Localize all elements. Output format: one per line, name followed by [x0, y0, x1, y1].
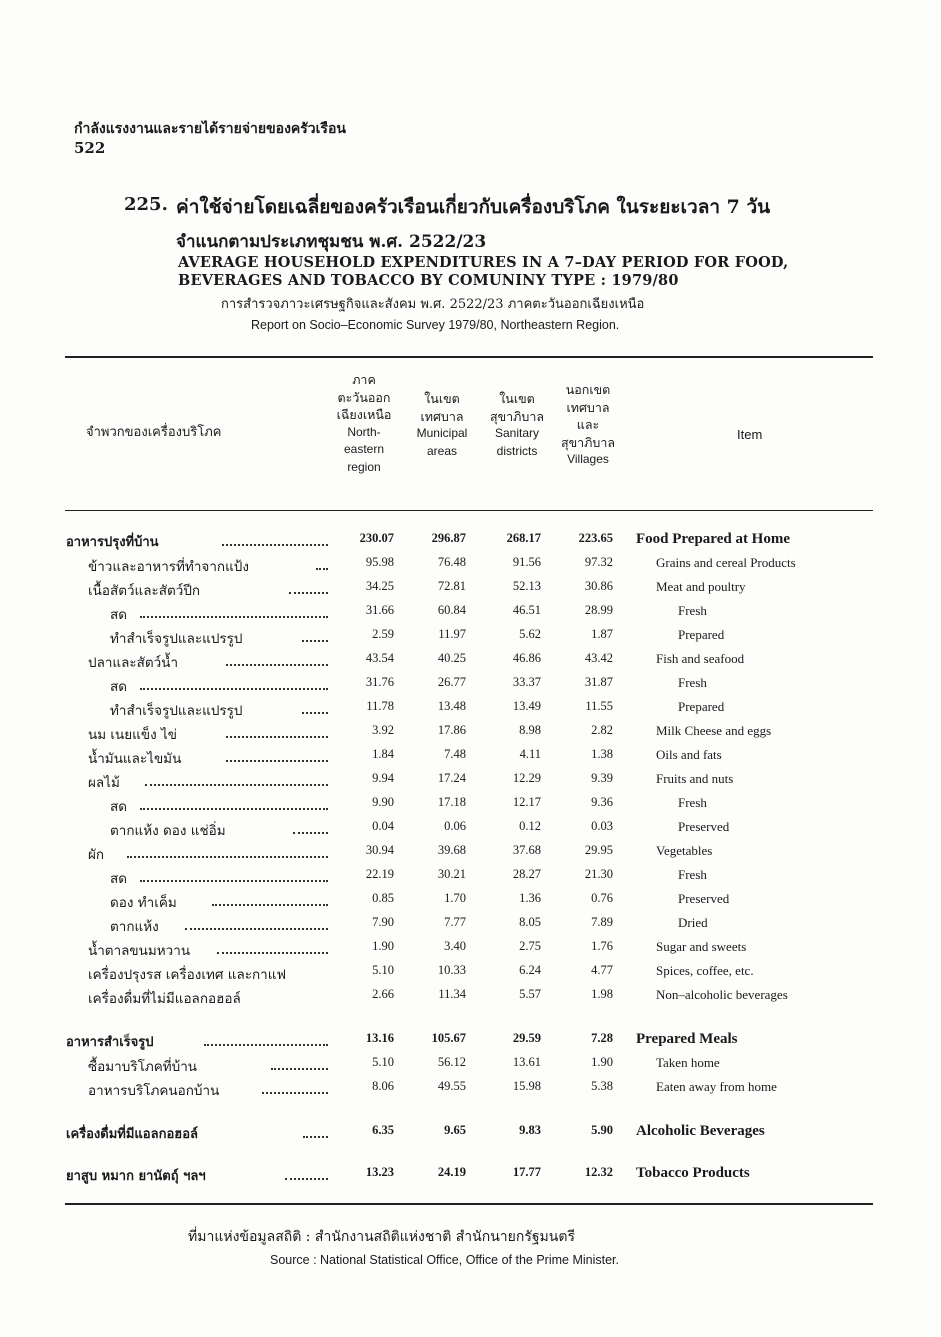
- column-header-northeast: [330, 371, 398, 476]
- cell-value: 12.32: [584, 1165, 613, 1179]
- cell-value: 9.83: [519, 1123, 541, 1137]
- cell-value: 28.27: [512, 867, 541, 881]
- row-label-english: Preserved: [678, 819, 730, 834]
- column-header-municipal-thai-1: ในเขต: [424, 391, 460, 406]
- row-label-thai: เนื้อสัตว์และสัตว์ปีก: [88, 583, 201, 599]
- table-row: [0, 1165, 941, 1189]
- table-top-rule: [65, 356, 873, 358]
- leader-dots: [212, 904, 328, 906]
- cell-value: 5.10: [372, 963, 394, 977]
- cell-value: 49.55: [437, 1079, 466, 1093]
- table-row: [0, 819, 941, 843]
- cell-value: 0.04: [372, 819, 394, 833]
- cell-value: 7.48: [444, 747, 466, 761]
- row-label-thai: ซื้อมาบริโภคที่บ้าน: [88, 1059, 198, 1075]
- survey-name-thai: การสำรวจภาวะเศรษฐกิจและสังคม พ.ศ. 2522/23 ภาคตะวันออกเฉียงเหนือ: [221, 297, 645, 312]
- row-label-thai: สด: [110, 607, 128, 623]
- cell-value: 13.49: [512, 699, 541, 713]
- cell-value: 8.06: [372, 1079, 394, 1093]
- row-label-english: Fresh: [678, 795, 707, 810]
- cell-value: 17.77: [512, 1165, 541, 1179]
- cell-value: 230.07: [359, 531, 394, 545]
- cell-value: 223.65: [578, 531, 613, 545]
- cell-value: 11.78: [366, 699, 394, 713]
- table-row: [0, 603, 941, 627]
- row-label-thai: ตากแห้ง ดอง แช่อิ่ม: [110, 823, 226, 839]
- cell-value: 5.90: [591, 1123, 613, 1137]
- cell-value: 11.34: [438, 987, 466, 1001]
- table-row: [0, 1031, 941, 1055]
- row-label-thai: เครื่องดื่มที่มีแอลกอฮอล์: [66, 1127, 198, 1142]
- table-row: [0, 771, 941, 795]
- cell-value: 296.87: [431, 531, 466, 545]
- cell-value: 1.98: [591, 987, 613, 1001]
- row-label-thai: ปลาและสัตว์น้ำ: [88, 655, 179, 671]
- table-row: [0, 747, 941, 771]
- table-title-english-line1: AVERAGE HOUSEHOLD EXPENDITURES IN A 7–DAY PERIOD FOR FOOD,: [178, 254, 789, 271]
- row-label-english: Spices, coffee, etc.: [656, 963, 754, 978]
- row-label-english: Food Prepared at Home: [636, 531, 791, 547]
- row-label-english: Prepared: [678, 627, 725, 642]
- column-header-northeast-english-3: region: [347, 459, 381, 474]
- column-header-northeast-english-2: eastern: [343, 442, 385, 456]
- row-label-thai: สด: [110, 679, 128, 695]
- leader-dots: [204, 1044, 328, 1046]
- table-row: [0, 987, 941, 1011]
- column-header-sanitary-english-2: districts: [496, 443, 538, 458]
- row-label-english: Meat and poultry: [656, 579, 746, 594]
- row-label-english: Oils and fats: [656, 747, 722, 762]
- cell-value: 0.12: [519, 819, 541, 833]
- table-row: [0, 651, 941, 675]
- cell-value: 34.25: [365, 579, 394, 593]
- column-header-villages-thai-4: สุขาภิบาล: [560, 434, 616, 450]
- row-label-thai: น้ำตาลขนมหวาน: [88, 943, 191, 959]
- cell-value: 5.10: [372, 1055, 394, 1069]
- cell-value: 10.33: [437, 963, 466, 977]
- leader-dots: [140, 616, 328, 618]
- cell-value: 17.86: [437, 723, 466, 737]
- leader-dots: [262, 1092, 328, 1094]
- row-label-english: Dried: [678, 915, 708, 930]
- leader-dots: [285, 1178, 328, 1180]
- row-label-thai: ตากแห้ง: [110, 919, 159, 935]
- leader-dots: [145, 784, 328, 786]
- cell-value: 13.48: [437, 699, 466, 713]
- row-label-thai: เครื่องดื่มที่ไม่มีแอลกอฮอล์: [88, 991, 241, 1007]
- book-title: กำลังแรงงานและรายได้รายจ่ายของครัวเรือน: [74, 121, 346, 137]
- leader-dots: [226, 736, 328, 738]
- row-label-thai: ผลไม้: [88, 775, 120, 791]
- row-label-thai: สด: [110, 799, 128, 815]
- cell-value: 7.28: [591, 1031, 613, 1045]
- row-label-thai: อาหารบริโภคนอกบ้าน: [88, 1083, 220, 1099]
- table-row: [0, 963, 941, 987]
- cell-value: 3.40: [444, 939, 466, 953]
- cell-value: 9.90: [372, 795, 394, 809]
- cell-value: 31.76: [365, 675, 394, 689]
- header-bottom-rule: [65, 510, 873, 511]
- cell-value: 1.70: [444, 891, 466, 905]
- cell-value: 95.98: [365, 555, 394, 569]
- row-label-english: Preserved: [678, 891, 730, 906]
- cell-value: 76.48: [437, 555, 466, 569]
- cell-value: 31.66: [365, 603, 394, 617]
- source-note-thai: ที่มาแห่งข้อมูลสถิติ : สำนักงานสถิติแห่งชาติ สำนักนายกรัฐมนตรี: [188, 1229, 575, 1245]
- cell-value: 2.82: [591, 723, 613, 737]
- cell-value: 7.89: [591, 915, 613, 929]
- table-row: [0, 795, 941, 819]
- cell-value: 26.77: [437, 675, 466, 689]
- column-header-sanitary-thai-2: สุขาภิบาล: [489, 408, 545, 424]
- cell-value: 7.77: [444, 915, 466, 929]
- row-label-thai: อาหารปรุงที่บ้าน: [66, 535, 159, 550]
- cell-value: 13.16: [365, 1031, 394, 1045]
- leader-dots: [185, 928, 328, 930]
- cell-value: 8.05: [519, 915, 541, 929]
- row-label-english: Tobacco Products: [636, 1165, 750, 1181]
- cell-value: 60.84: [437, 603, 466, 617]
- cell-value: 56.12: [437, 1055, 466, 1069]
- table-bottom-rule: [65, 1203, 873, 1205]
- cell-value: 11.97: [438, 627, 466, 641]
- cell-value: 40.25: [437, 651, 466, 665]
- cell-value: 39.68: [437, 843, 466, 857]
- cell-value: 15.98: [512, 1079, 541, 1093]
- row-label-english: Vegetables: [656, 843, 713, 858]
- cell-value: 28.99: [584, 603, 613, 617]
- row-label-thai: นม เนยแข็ง ไข่: [88, 727, 178, 743]
- table-row: [0, 1123, 941, 1147]
- column-header-item-english: Item: [737, 427, 763, 442]
- cell-value: 9.36: [591, 795, 613, 809]
- cell-value: 2.66: [372, 987, 394, 1001]
- row-label-thai: ยาสูบ หมาก ยานัตถุ์ ฯลฯ: [66, 1169, 206, 1184]
- row-label-thai: ข้าวและอาหารที่ทำจากแป้ง: [88, 559, 249, 575]
- cell-value: 17.18: [437, 795, 466, 809]
- survey-name-english: Report on Socio–Economic Survey 1979/80, Northeastern Region.: [251, 318, 620, 332]
- table-row: [0, 627, 941, 651]
- column-header-municipal: [404, 390, 480, 460]
- cell-value: 46.86: [512, 651, 541, 665]
- cell-value: 13.61: [512, 1055, 541, 1069]
- column-header-northeast-thai-2: ตะวันออก: [337, 389, 391, 405]
- row-label-english: Eaten away from home: [656, 1079, 777, 1094]
- cell-value: 91.56: [512, 555, 541, 569]
- cell-value: 8.98: [519, 723, 541, 737]
- cell-value: 30.94: [365, 843, 394, 857]
- cell-value: 52.13: [512, 579, 541, 593]
- cell-value: 29.95: [584, 843, 613, 857]
- row-label-thai: ทำสำเร็จรูปและแปรรูป: [110, 631, 243, 647]
- cell-value: 1.38: [591, 747, 613, 761]
- cell-value: 43.54: [365, 651, 394, 665]
- row-label-thai: เครื่องปรุงรส เครื่องเทศ และกาแฟ: [88, 967, 286, 983]
- table-row: [0, 699, 941, 723]
- cell-value: 6.35: [372, 1123, 394, 1137]
- row-label-english: Non–alcoholic beverages: [656, 987, 788, 1002]
- row-label-english: Prepared Meals: [636, 1031, 738, 1047]
- page-number: 522: [74, 139, 106, 157]
- leader-dots: [302, 712, 328, 714]
- row-label-english: Prepared: [678, 699, 725, 714]
- cell-value: 0.76: [591, 891, 613, 905]
- cell-value: 30.21: [437, 867, 466, 881]
- column-header-villages-thai-3: และ: [576, 417, 600, 432]
- table-row: [0, 843, 941, 867]
- table-row: [0, 531, 941, 555]
- table-row: [0, 867, 941, 891]
- cell-value: 268.17: [506, 531, 541, 545]
- cell-value: 9.39: [591, 771, 613, 785]
- cell-value: 1.90: [591, 1055, 613, 1069]
- leader-dots: [127, 856, 328, 858]
- cell-value: 1.87: [591, 627, 613, 641]
- cell-value: 21.30: [584, 867, 613, 881]
- row-label-english: Alcoholic Beverages: [636, 1123, 765, 1139]
- cell-value: 0.85: [372, 891, 394, 905]
- table-row: [0, 555, 941, 579]
- table-title-thai-line2: จำแนกตามประเภทชุมชน พ.ศ. 2522/23: [176, 232, 487, 252]
- table-row: [0, 891, 941, 915]
- leader-dots: [217, 952, 328, 954]
- row-label-thai: สด: [110, 871, 128, 887]
- leader-dots: [271, 1068, 328, 1070]
- leader-dots: [316, 568, 328, 570]
- column-header-northeast-thai-1: ภาค: [352, 372, 376, 387]
- cell-value: 2.59: [372, 627, 394, 641]
- source-note-english: Source : National Statistical Office, Office of the Prime Minister.: [270, 1253, 619, 1267]
- table-title-thai-line1: ค่าใช้จ่ายโดยเฉลี่ยของครัวเรือนเกี่ยวกับเครื่องบริโภค ในระยะเวลา 7 วัน: [176, 196, 771, 218]
- column-header-villages-english-1: Villages: [567, 452, 609, 466]
- cell-value: 12.17: [512, 795, 541, 809]
- cell-value: 105.67: [431, 1031, 466, 1045]
- leader-dots: [293, 832, 328, 834]
- leader-dots: [226, 664, 328, 666]
- leader-dots: [222, 544, 328, 546]
- cell-value: 22.19: [365, 867, 394, 881]
- cell-value: 33.37: [512, 675, 541, 689]
- cell-value: 29.59: [512, 1031, 541, 1045]
- table-row: [0, 939, 941, 963]
- cell-value: 0.03: [591, 819, 613, 833]
- table-row: [0, 675, 941, 699]
- column-header-sanitary-thai-1: ในเขต: [499, 391, 535, 406]
- row-label-english: Fresh: [678, 867, 707, 882]
- cell-value: 12.29: [512, 771, 541, 785]
- cell-value: 7.90: [372, 915, 394, 929]
- cell-value: 4.11: [519, 747, 541, 761]
- column-header-northeast-english-1: North-: [347, 424, 381, 439]
- table-row: [0, 1055, 941, 1079]
- row-label-english: Fish and seafood: [656, 651, 745, 666]
- table-row: [0, 915, 941, 939]
- cell-value: 37.68: [512, 843, 541, 857]
- row-label-thai: อาหารสำเร็จรูป: [66, 1035, 154, 1050]
- cell-value: 17.24: [437, 771, 466, 785]
- cell-value: 5.62: [519, 627, 541, 641]
- cell-value: 1.84: [372, 747, 394, 761]
- table-row: [0, 579, 941, 603]
- cell-value: 72.81: [437, 579, 466, 593]
- column-header-item-thai: จำพวกของเครื่องบริโภค: [86, 425, 222, 440]
- column-header-villages-thai-2: เทศบาล: [566, 399, 610, 415]
- column-header-sanitary: [484, 390, 550, 460]
- leader-dots: [303, 1136, 328, 1138]
- row-label-english: Sugar and sweets: [656, 939, 747, 954]
- cell-value: 2.75: [519, 939, 541, 953]
- cell-value: 6.24: [519, 963, 541, 977]
- column-header-sanitary-english-1: Sanitary: [494, 426, 540, 440]
- cell-value: 0.06: [444, 819, 466, 833]
- row-label-thai: ผัก: [88, 847, 105, 863]
- cell-value: 43.42: [584, 651, 613, 665]
- column-header-municipal-english-2: areas: [426, 443, 458, 458]
- leader-dots: [140, 880, 328, 882]
- row-label-english: Taken home: [656, 1055, 720, 1070]
- row-label-english: Fresh: [678, 603, 707, 618]
- row-label-english: Grains and cereal Products: [656, 555, 796, 570]
- column-header-municipal-thai-2: เทศบาล: [420, 408, 464, 424]
- table-row: [0, 723, 941, 747]
- table-title-english-line2: BEVERAGES AND TOBACCO BY COMUNINY TYPE : 1979/80: [178, 272, 679, 289]
- row-label-english: Milk Cheese and eggs: [656, 723, 772, 738]
- cell-value: 13.23: [365, 1165, 394, 1179]
- column-header-villages: [552, 381, 624, 469]
- column-header-municipal-english-1: Municipal: [416, 426, 468, 440]
- cell-value: 30.86: [584, 579, 613, 593]
- cell-value: 97.32: [584, 555, 613, 569]
- table-row: [0, 1079, 941, 1103]
- cell-value: 9.94: [372, 771, 394, 785]
- cell-value: 1.76: [591, 939, 613, 953]
- cell-value: 9.65: [444, 1123, 466, 1137]
- cell-value: 4.77: [591, 963, 613, 977]
- leader-dots: [226, 760, 328, 762]
- leader-dots: [140, 808, 328, 810]
- cell-value: 5.57: [519, 987, 541, 1001]
- leader-dots: [302, 640, 328, 642]
- row-label-thai: ดอง ทำเค็ม: [110, 895, 177, 911]
- cell-value: 5.38: [591, 1079, 613, 1093]
- column-header-villages-thai-1: นอกเขต: [565, 382, 611, 397]
- cell-value: 46.51: [512, 603, 541, 617]
- column-header-northeast-thai-3: เฉียงเหนือ: [336, 407, 392, 422]
- leader-dots: [140, 688, 328, 690]
- cell-value: 11.55: [585, 699, 613, 713]
- row-label-english: Fresh: [678, 675, 707, 690]
- leader-dots: [289, 592, 328, 594]
- row-label-thai: ทำสำเร็จรูปและแปรรูป: [110, 703, 243, 719]
- cell-value: 31.87: [584, 675, 613, 689]
- cell-value: 1.36: [519, 891, 541, 905]
- row-label-english: Fruits and nuts: [656, 771, 734, 786]
- cell-value: 1.90: [372, 939, 394, 953]
- cell-value: 24.19: [437, 1165, 466, 1179]
- row-label-thai: น้ำมันและไขมัน: [88, 751, 182, 767]
- cell-value: 3.92: [372, 723, 394, 737]
- table-number: 225.: [124, 194, 168, 215]
